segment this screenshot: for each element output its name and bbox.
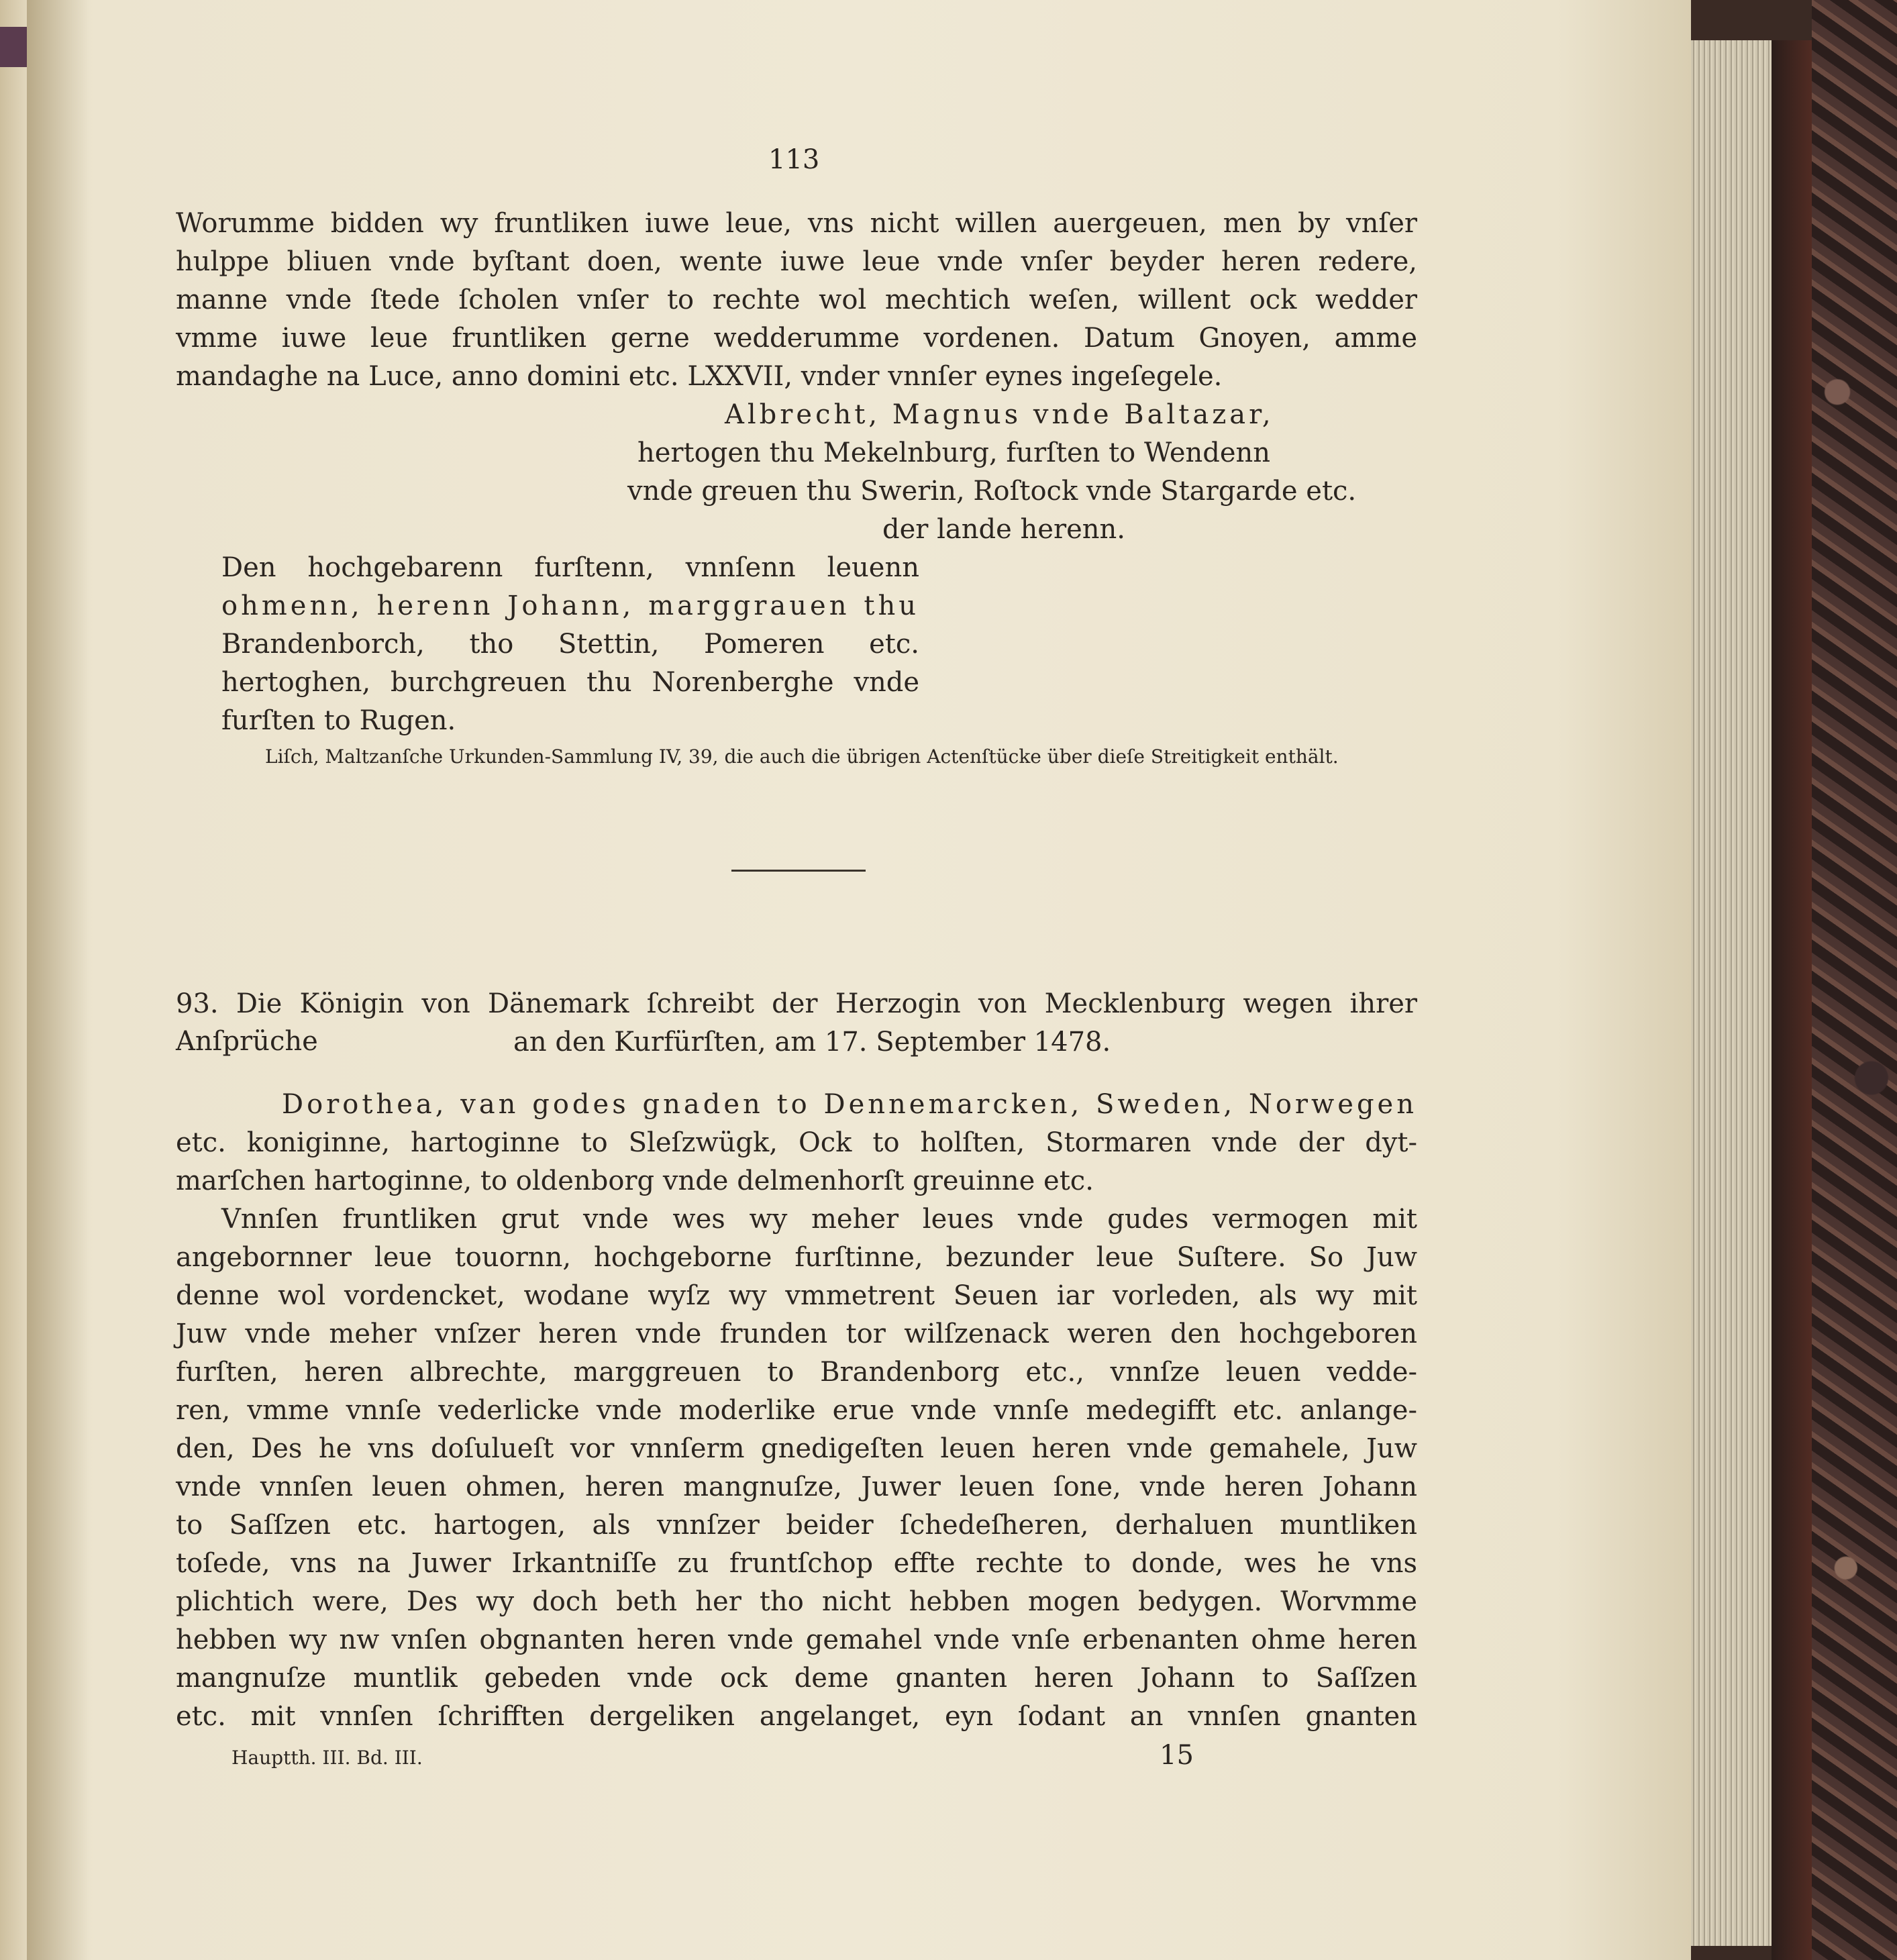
doc-line-6: denne wol vordencket, wodane wyſz wy vmmetrent Seuen iar vorleden, als wy mit [176, 1280, 1417, 1311]
doc-line-16: mangnuſze muntlik gebeden vnde ock deme gnanten heren Johann to Saſſzen [176, 1663, 1417, 1694]
marbled-cover [1812, 0, 1897, 1960]
address-line-4: hertoghen, burchgreuen thu Norenberghe vnde [221, 667, 919, 698]
page-edges [1691, 40, 1772, 1946]
signature-line-1: Albrecht, Magnus vnde Baltazar, [725, 399, 1274, 430]
letter-line-1: Worumme bidden wy fruntliken iuwe leue, vns nicht willen auergeuen, men by vnſer [176, 208, 1417, 239]
doc-line-11: vnde vnnſen leuen ohmen, heren mangnuſze, Juwer leuen ſone, vnde heren Johann [176, 1472, 1417, 1502]
doc-line-4: Vnnſen fruntliken grut vnde wes wy meher leues vnde gudes vermogen mit [221, 1204, 1417, 1235]
address-line-3: Brandenborch, tho Stettin, Pomeren etc. [221, 629, 919, 660]
address-line-5: furſten to Rugen. [221, 705, 456, 736]
doc-line-12: to Saſſzen etc. hartogen, als vnnſzer beider ſchedeſheren, derhaluen muntliken [176, 1510, 1417, 1541]
doc-line-7: Juw vnde meher vnſzer heren vnde frunden tor wilſzenack weren den hochgeboren [176, 1319, 1417, 1349]
document-heading-line-2: an den Kurfürſten, am 17. September 1478. [513, 1027, 1111, 1058]
source-note: Liſch, Maltzanſche Urkunden-Sammlung IV, 39, die auch die übrigen Actenſtücke über dieſe Streitigkeit enthält. [265, 745, 1339, 768]
letter-line-3: manne vnde ſtede ſcholen vnſer to rechte wol mechtich weſen, willent ock wedder [176, 285, 1417, 315]
spine-shadow [27, 0, 87, 1960]
document-heading-line-1: 93. Die Königin von Dänemark ſchreibt der Herzogin von Mecklenburg wegen ihrer Anſprüche [176, 988, 1417, 1057]
doc-line-1: Dorothea, van godes gnaden to Dennemarcken, Sweden, Norwegen [282, 1089, 1417, 1120]
page-number: 113 [768, 144, 820, 175]
doc-line-3: marſchen hartoginne, to oldenborg vnde delmenhorſt greuinne etc. [176, 1166, 1094, 1196]
letter-line-2: hulppe bliuen vnde byſtant doen, wente iuwe leue vnde vnſer beyder heren redere, [176, 246, 1417, 277]
signature-line-2: hertogen thu Mekelnburg, furſten to Wendenn [637, 437, 1271, 468]
signature-line-4: der lande herenn. [882, 514, 1125, 545]
letter-line-5: mandaghe na Luce, anno domini etc. LXXVII, vnder vnnſer eynes ingeſegele. [176, 361, 1223, 392]
doc-line-14: plichtich were, Des wy doch beth her tho nicht hebben mogen bedygen. Worvmme [176, 1586, 1417, 1617]
doc-line-10: den, Des he vns doſulueſt vor vnnſerm gnedigeſten leuen heren vnde gemahele, Juw [176, 1433, 1417, 1464]
doc-line-8: furſten, heren albrechte, marggreuen to Brandenborg etc., vnnſze leuen vedde- [176, 1357, 1417, 1388]
doc-line-17: etc. mit vnnſen ſchrifften dergeliken angelanget, eyn ſodant an vnnſen gnanten [176, 1701, 1417, 1732]
left-page-edge [0, 0, 27, 1960]
doc-line-13: toſede, vns na Juwer Irkantniſſe zu fruntſchop effte rechte to donde, wes he vns [176, 1548, 1417, 1579]
doc-line-2: etc. koniginne, hartoginne to Sleſzwügk, Ock to holſten, Stormaren vnde der dyt- [176, 1127, 1417, 1158]
doc-line-9: ren, vmme vnnſe vederlicke vnde moderlike erue vnde vnnſe medegifft etc. anlange- [176, 1395, 1417, 1426]
footer-signature-mark: Hauptth. III. Bd. III. [232, 1747, 423, 1769]
doc-line-15: hebben wy nw vnſen obgnanten heren vnde gemahel vnde vnſe erbenanten ohme heren [176, 1624, 1417, 1655]
doc-line-5: angebornner leue touornn, hochgeborne furſtinne, bezunder leue Suſtere. So Juw [176, 1242, 1417, 1273]
address-line-2: ohmenn, herenn Johann, marggrauen thu [221, 590, 919, 621]
signature-line-3: vnde greuen thu Swerin, Roſtock vnde Stargarde etc. [627, 476, 1357, 507]
footer-sheet-number: 15 [1160, 1740, 1194, 1771]
section-divider [731, 870, 866, 872]
letter-line-4: vmme iuwe leue fruntliken gerne wedderumme vordenen. Datum Gnoyen, amme [176, 323, 1417, 354]
address-line-1: Den hochgebarenn furſtenn, vnnſenn leuenn [221, 552, 919, 583]
